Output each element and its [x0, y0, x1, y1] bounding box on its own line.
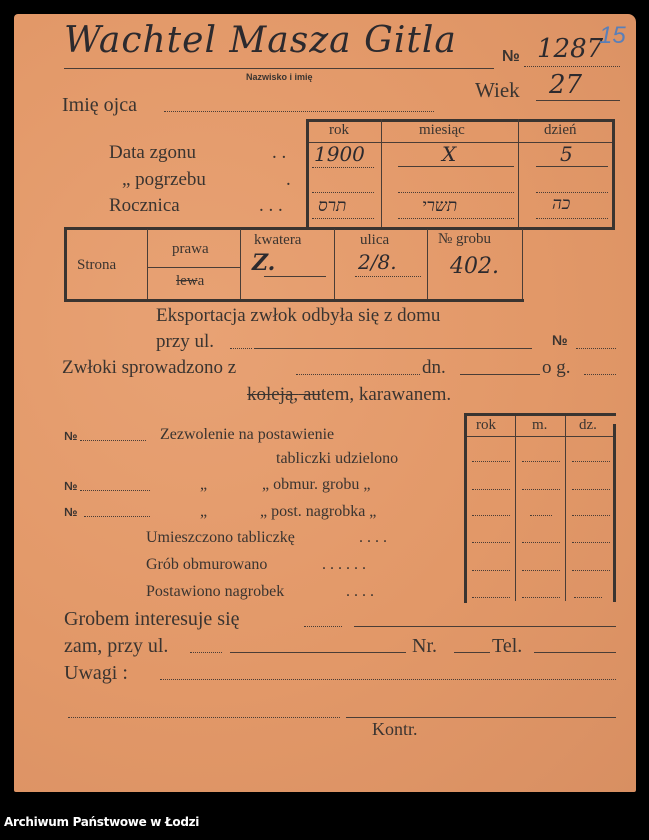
nr-field[interactable] [454, 652, 490, 653]
col-divider [515, 416, 516, 601]
field-line [398, 192, 514, 193]
no-label: № [64, 505, 78, 519]
grob-label: № grobu [438, 231, 492, 247]
no-label: № [64, 479, 78, 493]
notes-field[interactable] [68, 717, 340, 718]
table-border [612, 119, 615, 229]
date-field[interactable] [522, 461, 560, 462]
table-border [64, 227, 67, 302]
nr-label: Nr. [412, 635, 437, 657]
death-month: X [442, 142, 457, 166]
date-field[interactable] [522, 489, 560, 490]
col-divider [565, 416, 566, 601]
col-divider [334, 229, 335, 299]
strona-label: Strona [77, 257, 117, 273]
col-miesiac: miesiąc [419, 122, 465, 138]
kontr-label: Kontr. [372, 719, 418, 739]
date-field[interactable] [572, 461, 610, 462]
prawa-label: prawa [172, 241, 209, 257]
date-field[interactable] [472, 597, 510, 598]
field-line [398, 218, 514, 219]
house-number-field[interactable] [576, 348, 616, 349]
date-field[interactable] [572, 570, 610, 571]
date-field[interactable] [472, 515, 510, 516]
col-divider [427, 229, 428, 299]
record-number: 1287 [537, 34, 604, 64]
date-field[interactable] [530, 515, 552, 516]
table-border [464, 413, 467, 603]
field-line [398, 166, 514, 167]
interest-label: Grobem interesuje się [64, 608, 240, 630]
dots: . . . . [359, 529, 387, 546]
date-field[interactable] [572, 489, 610, 490]
anniversary-day-hebrew: כה [552, 194, 571, 214]
kwatera-label: kwatera [254, 232, 302, 248]
tel-field[interactable] [534, 652, 616, 653]
field-line [312, 192, 374, 193]
col-rok: rok [329, 122, 349, 138]
og-label: o g. [542, 357, 571, 378]
date-field[interactable] [522, 542, 560, 543]
mode-autem: au [298, 384, 321, 405]
permit-line3: „ obmur. grobu „ [262, 476, 371, 493]
table-border [613, 424, 616, 602]
date-field[interactable] [574, 597, 602, 598]
col-divider [240, 229, 241, 299]
dots: . . [272, 142, 287, 163]
grob-obmurowano-label: Grób obmurowano [146, 556, 268, 573]
transport-mode [247, 384, 451, 406]
permit-nagrobek-field[interactable] [84, 516, 150, 517]
col-dz: dz. [579, 417, 597, 433]
sprowadzono-label: Zwłoki sprowadzono z [62, 357, 237, 378]
date-field[interactable] [472, 461, 510, 462]
number-label: № [502, 48, 520, 65]
street-field[interactable] [254, 348, 532, 349]
no-label: № [64, 429, 78, 443]
date-field[interactable] [522, 570, 560, 571]
archive-credit: Archiwum Państwowe w Łodzi [4, 815, 200, 829]
ulica-label: ulica [360, 232, 390, 248]
date-field[interactable] [472, 542, 510, 543]
grob-value: 402. [450, 254, 499, 279]
kwatera-value: Z. [252, 250, 276, 276]
date-field[interactable] [522, 597, 560, 598]
notes-field[interactable] [160, 679, 616, 680]
export-line: Eksportacja zwłok odbyła się z domu [156, 305, 441, 326]
field-line [264, 276, 326, 277]
field-line [230, 348, 252, 349]
date-field[interactable] [472, 570, 510, 571]
date-field[interactable] [572, 542, 610, 543]
col-dzien: dzień [544, 122, 577, 138]
interest-field[interactable] [304, 626, 342, 627]
deceased-name: Wachtel Masza Gitla [64, 20, 457, 61]
field-line [355, 276, 421, 277]
umieszczono-label: Umieszczono tabliczkę [146, 529, 295, 546]
postawiono-label: Postawiono nagrobek [146, 583, 285, 600]
table-border [306, 119, 309, 229]
father-field[interactable] [164, 111, 434, 112]
dots: . . . [259, 195, 283, 216]
table-border [464, 413, 616, 416]
burial-date-label: „ pogrzebu [122, 169, 206, 190]
ditto-mark: „ [200, 476, 208, 493]
header-divider [467, 436, 613, 437]
death-date-label: Data zgonu [109, 142, 197, 163]
burial-record-card [14, 14, 636, 792]
dn-label: dn. [422, 357, 446, 378]
przy-ul-label: przy ul. [156, 331, 215, 352]
ditto-mark: „ [200, 503, 208, 520]
date-field[interactable] [572, 515, 610, 516]
age-label: Wiek [475, 78, 520, 102]
dots: . . . . [346, 583, 374, 600]
date-field[interactable] [472, 489, 510, 490]
address-field[interactable] [230, 652, 406, 653]
field-line [536, 218, 608, 219]
col-m: m. [532, 417, 548, 433]
row-divider [148, 267, 240, 268]
death-year: 1900 [314, 142, 365, 166]
permit-line2: tabliczki udzielono [276, 450, 399, 467]
age-line [536, 100, 620, 101]
lewa-rest: a [197, 273, 205, 289]
col-divider [518, 119, 519, 227]
anniversary-year-hebrew: תרס [318, 196, 347, 216]
from-field[interactable] [296, 374, 420, 375]
address-label: zam, przy ul. [64, 635, 169, 657]
field-line [536, 166, 608, 167]
table-border [64, 299, 524, 302]
dots: . . . . . . [322, 556, 366, 573]
dots: . [286, 169, 291, 190]
anniversary-month-hebrew: תשרי [422, 196, 458, 216]
col-divider [522, 229, 523, 299]
age-value: 27 [549, 70, 583, 100]
lewa-label [176, 273, 204, 290]
hour-field[interactable] [584, 374, 616, 375]
notes-field[interactable] [346, 717, 616, 718]
field-line [536, 192, 608, 193]
col-divider [147, 229, 148, 299]
field-line [312, 167, 374, 168]
permit-line4: „ post. nagrobka „ [260, 503, 377, 520]
interest-field[interactable] [354, 626, 616, 627]
col-rok: rok [476, 417, 496, 433]
house-number-label: № [552, 332, 568, 348]
mode-koleja: koleją, [247, 384, 299, 405]
father-label: Imię ojca [62, 94, 137, 116]
address-field[interactable] [190, 652, 222, 653]
notes-label: Uwagi : [64, 662, 128, 684]
ulica-value: 2/8. [358, 250, 397, 274]
day-field[interactable] [460, 374, 540, 375]
number-line [524, 66, 620, 67]
annotation-number: 15 [599, 22, 626, 49]
anniversary-label: Rocznica [109, 195, 180, 216]
col-divider [381, 119, 382, 227]
name-line [64, 68, 494, 69]
lewa-struck: lew [176, 273, 198, 289]
permit-line1: Zezwolenie na postawienie [160, 426, 335, 443]
mode-karawanem: tem, karawanem. [320, 384, 452, 405]
permit-number-field[interactable] [80, 440, 146, 441]
death-day: 5 [560, 142, 573, 166]
permit-obmur-field[interactable] [80, 490, 150, 491]
name-label: Nazwisko i imię [246, 72, 313, 82]
tel-label: Tel. [492, 635, 523, 657]
field-line [312, 218, 374, 219]
